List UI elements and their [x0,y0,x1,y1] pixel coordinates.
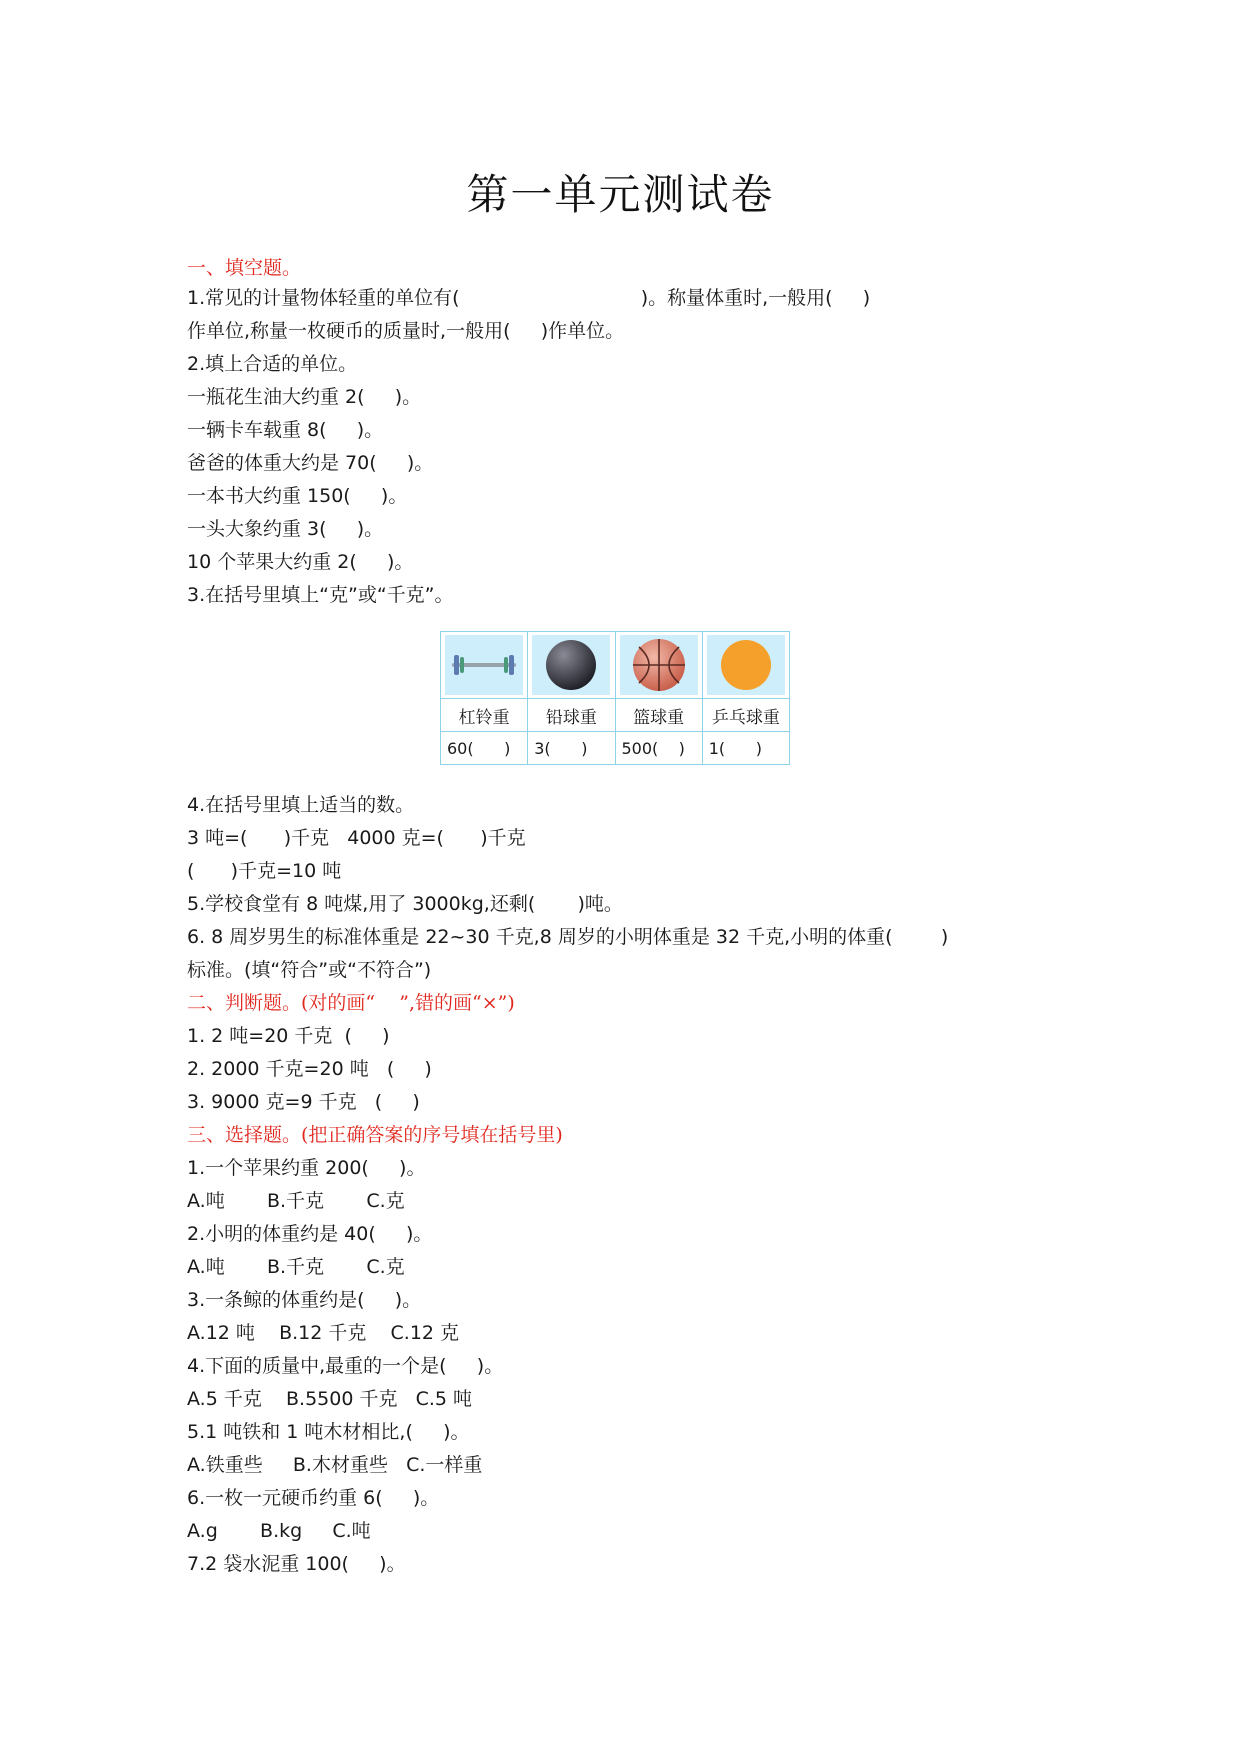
section-heading-fill-blank: 一、填空题。 [187,257,302,279]
question-line: 4.在括号里填上适当的数。 [187,794,415,816]
question-line: 1. 2 吨=20 千克 ( ) [187,1025,390,1047]
choice-line: A.吨 B.千克 C.克 [187,1256,405,1278]
question-line: 3. 9000 克=9 千克 ( ) [187,1091,420,1113]
section-heading-true-false: 二、判断题。(对的画“ ”,错的画“×”) [187,992,515,1014]
question-line: 3.一条鲸的体重约是( )。 [187,1289,422,1311]
question-line: 3.在括号里填上“克”或“千克”。 [187,584,454,606]
table-cell-picture [702,632,789,699]
question-line: 2.小明的体重约是 40( )。 [187,1223,433,1245]
basketball-icon [631,637,687,693]
question-line: 4.下面的质量中,最重的一个是( )。 [187,1355,504,1377]
table-cell-picture [441,632,528,699]
item-name: 铅球重 [528,699,615,732]
choice-line: A.5 千克 B.5500 千克 C.5 吨 [187,1388,473,1410]
question-line: 5.学校食堂有 8 吨煤,用了 3000kg,还剩( )吨。 [187,893,623,915]
page-title: 第一单元测试卷 [466,170,775,219]
question-line: 3 吨=( )千克 4000 克=( )千克 [187,827,526,849]
question-line: 6.一枚一元硬币约重 6( )。 [187,1487,440,1509]
question-line: 10 个苹果大约重 2( )。 [187,551,414,573]
item-answer: 1( ) [702,732,789,765]
barbell-icon [448,650,520,680]
table-cell-picture [528,632,615,699]
question-line: ( )千克=10 吨 [187,860,342,882]
question-line: 5.1 吨铁和 1 吨木材相比,( )。 [187,1421,470,1443]
ping-pong-ball-icon [719,638,773,692]
question-line: 一头大象约重 3( )。 [187,518,384,540]
question-line: 2. 2000 千克=20 吨 ( ) [187,1058,432,1080]
question-line: 作单位,称量一枚硬币的质量时,一般用( )作单位。 [187,320,625,342]
section-heading-multiple-choice: 三、选择题。(把正确答案的序号填在括号里) [187,1124,563,1146]
weight-items-table [440,631,790,765]
question-line: 7.2 袋水泥重 100( )。 [187,1553,406,1575]
item-name: 乒乓球重 [702,699,789,732]
item-answer: 3( ) [528,732,615,765]
question-line: 爸爸的体重大约是 70( )。 [187,452,434,474]
question-line: 一瓶花生油大约重 2( )。 [187,386,422,408]
item-name: 杠铃重 [441,699,528,732]
question-line: 2.填上合适的单位。 [187,353,358,375]
question-line: 标准。(填“符合”或“不符合”) [187,959,432,981]
item-name: 篮球重 [615,699,702,732]
item-answer: 500( ) [615,732,702,765]
question-line: 1.一个苹果约重 200( )。 [187,1157,426,1179]
choice-line: A.g B.kg C.吨 [187,1520,371,1542]
item-answer: 60( ) [441,732,528,765]
choice-line: A.12 吨 B.12 千克 C.12 克 [187,1322,460,1344]
question-line: 1.常见的计量物体轻重的单位有( )。称量体重时,一般用( ) [187,287,871,309]
choice-line: A.铁重些 B.木材重些 C.一样重 [187,1454,483,1476]
choice-line: A.吨 B.千克 C.克 [187,1190,405,1212]
question-line: 6. 8 周岁男生的标准体重是 22~30 千克,8 周岁的小明体重是 32 千克,小明的体重( ) [187,926,949,948]
question-line: 一本书大约重 150( )。 [187,485,408,507]
question-line: 一辆卡车载重 8( )。 [187,419,384,441]
table-cell-picture [615,632,702,699]
shot-put-icon [544,638,598,692]
